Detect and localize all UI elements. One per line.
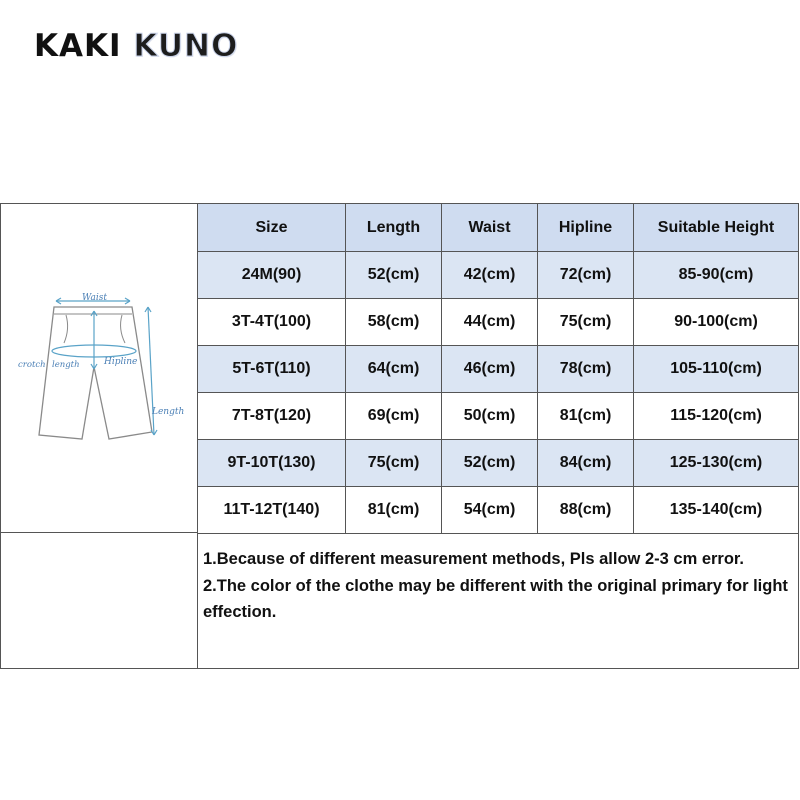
table-row	[198, 299, 799, 346]
cell-waist: 50(cm)	[442, 393, 538, 440]
left-pocket	[64, 315, 68, 343]
cell-height: 125-130(cm)	[634, 440, 799, 487]
cell-size: 3T-4T(100)	[198, 299, 346, 346]
table-row	[198, 346, 799, 393]
cell-length: 58(cm)	[346, 299, 442, 346]
cell-size: 5T-6T(110)	[198, 346, 346, 393]
cell-height: 105-110(cm)	[634, 346, 799, 393]
note-2: 2.The color of the clothe may be different with the original primary for light effection.	[203, 576, 788, 621]
brand-word-2: KUNO	[133, 28, 239, 64]
header-hipline: Hipline	[538, 204, 634, 252]
cell-size: 11T-12T(140)	[198, 487, 346, 534]
cell-length: 81(cm)	[346, 487, 442, 534]
table-row	[198, 487, 799, 534]
cell-hipline: 88(cm)	[538, 487, 634, 534]
table-row	[198, 440, 799, 487]
brand-word-1: KAKI	[34, 28, 122, 64]
crotch-length-label: length	[52, 360, 80, 370]
cell-size: 7T-8T(120)	[198, 393, 346, 440]
cell-height: 115-120(cm)	[634, 393, 799, 440]
size-table	[197, 203, 799, 534]
cell-hipline: 84(cm)	[538, 440, 634, 487]
cell-height: 135-140(cm)	[634, 487, 799, 534]
table-row	[198, 252, 799, 299]
shorts-measurement-diagram	[14, 287, 194, 453]
cell-height: 90-100(cm)	[634, 299, 799, 346]
waist-label: Waist	[82, 293, 107, 303]
cell-length: 52(cm)	[346, 252, 442, 299]
shorts-outline	[39, 307, 152, 439]
hipline-label: Hipline	[104, 357, 138, 367]
header-suitable-height: Suitable Height	[634, 204, 799, 252]
header-size: Size	[198, 204, 346, 252]
brand-logo	[34, 26, 238, 66]
notes-cell	[197, 532, 799, 669]
cell-length: 69(cm)	[346, 393, 442, 440]
cell-hipline: 75(cm)	[538, 299, 634, 346]
table-row	[198, 393, 799, 440]
cell-hipline: 81(cm)	[538, 393, 634, 440]
empty-notes-cell	[0, 532, 198, 669]
cell-waist: 46(cm)	[442, 346, 538, 393]
cell-waist: 54(cm)	[442, 487, 538, 534]
cell-length: 75(cm)	[346, 440, 442, 487]
cell-height: 85-90(cm)	[634, 252, 799, 299]
header-waist: Waist	[442, 204, 538, 252]
table-header-row	[198, 204, 799, 252]
cell-hipline: 72(cm)	[538, 252, 634, 299]
cell-size: 24M(90)	[198, 252, 346, 299]
crotch-label: crotch	[18, 360, 46, 370]
note-1: 1.Because of different measurement methods, Pls allow 2-3 cm error.	[203, 550, 745, 568]
cell-waist: 42(cm)	[442, 252, 538, 299]
right-pocket	[121, 315, 125, 343]
cell-hipline: 78(cm)	[538, 346, 634, 393]
length-label: Length	[152, 407, 185, 417]
cell-size: 9T-10T(130)	[198, 440, 346, 487]
cell-waist: 52(cm)	[442, 440, 538, 487]
header-length: Length	[346, 204, 442, 252]
cell-waist: 44(cm)	[442, 299, 538, 346]
cell-length: 64(cm)	[346, 346, 442, 393]
